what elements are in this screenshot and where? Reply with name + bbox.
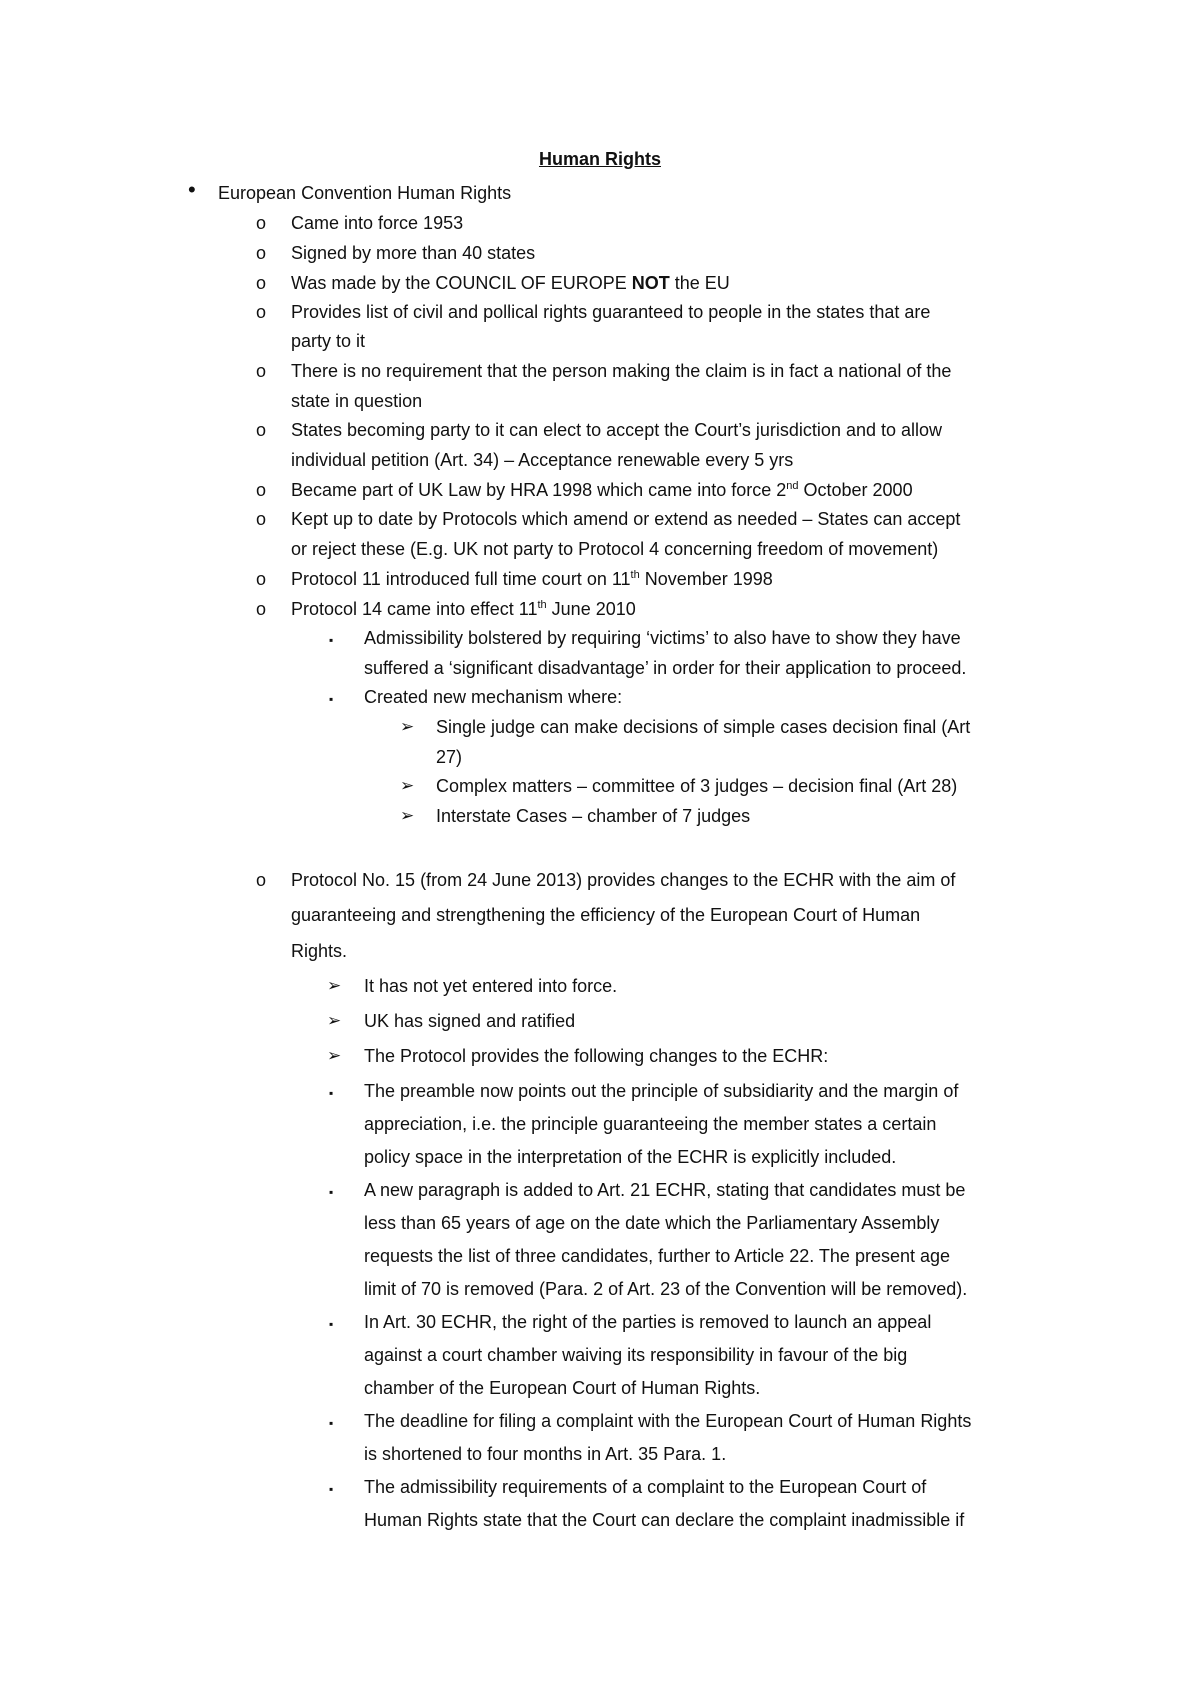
list-item-text: The deadline for filing a complaint with the European Court of Human Rights	[364, 1411, 972, 1431]
o-marker: o	[256, 243, 267, 263]
text-segment: November 1998	[639, 569, 773, 589]
list-item-text: Created new mechanism where:	[364, 687, 623, 707]
square-bullet-marker: ▪	[329, 1185, 334, 1199]
list-item-text: Provides list of civil and pollical rights guaranteed to people in the states that are	[291, 302, 931, 322]
text-segment: June 2010	[546, 599, 636, 619]
list-item-text: 27)	[436, 747, 463, 767]
list-item-text: Complex matters – committee of 3 judges – decision final (Art 28)	[436, 776, 958, 796]
list-item-text: Single judge can make decisions of simple cases decision final (Art	[436, 717, 971, 737]
list-item-text: Protocol No. 15 (from 24 June 2013) provides changes to the ECHR with the aim of	[291, 870, 956, 890]
text-segment: October 2000	[798, 480, 913, 500]
list-item-text	[291, 478, 913, 502]
list-item-text: It has not yet entered into force.	[364, 976, 618, 996]
square-bullet-marker: ▪	[329, 1317, 334, 1331]
o-marker: o	[256, 213, 267, 233]
list-item-text: guaranteeing and strengthening the efficiency of the European Court of Human	[291, 905, 921, 925]
superscript: th	[537, 599, 547, 611]
list-item-text: The Protocol provides the following changes to the ECHR:	[364, 1046, 829, 1066]
list-item-text: The admissibility requirements of a complaint to the European Court of	[364, 1477, 927, 1497]
list-item-text: party to it	[291, 331, 366, 351]
text-segment: Was made by the COUNCIL OF EUROPE	[291, 273, 632, 293]
list-item-text: requests the list of three candidates, further to Article 22. The present age	[364, 1246, 951, 1266]
list-item-text: individual petition (Art. 34) – Acceptance renewable every 5 yrs	[291, 450, 794, 470]
o-marker: o	[256, 361, 267, 381]
o-marker: o	[256, 273, 267, 293]
list-item-text: UK has signed and ratified	[364, 1011, 576, 1031]
o-marker: o	[256, 509, 267, 529]
page-title: Human Rights	[538, 149, 661, 169]
list-item-text: against a court chamber waiving its responsibility in favour of the big	[364, 1345, 908, 1365]
bullet-marker: •	[188, 177, 196, 202]
list-item-text: Came into force 1953	[291, 213, 464, 233]
arrow-bullet-icon: ➢	[327, 1011, 342, 1030]
list-item-text: States becoming party to it can elect to accept the Court’s jurisdiction and to allow	[291, 420, 943, 440]
list-item-text: A new paragraph is added to Art. 21 ECHR, stating that candidates must be	[364, 1180, 966, 1200]
o-marker: o	[256, 870, 267, 890]
list-item-text: Kept up to date by Protocols which amend or extend as needed – States can accept	[291, 509, 961, 529]
o-marker: o	[256, 569, 267, 589]
list-item-text: is shortened to four months in Art. 35 Para. 1.	[364, 1444, 727, 1464]
list-item-text: European Convention Human Rights	[218, 183, 512, 203]
list-item-text: policy space in the interpretation of the ECHR is explicitly included.	[364, 1147, 897, 1167]
list-item-text: Rights.	[291, 941, 348, 961]
list-item-text: The preamble now points out the principle of subsidiarity and the margin of	[364, 1081, 959, 1101]
list-item-text	[291, 567, 773, 591]
list-item-text: state in question	[291, 391, 423, 411]
arrow-bullet-icon: ➢	[400, 776, 415, 795]
list-item-text: less than 65 years of age on the date which the Parliamentary Assembly	[364, 1213, 940, 1233]
square-bullet-marker: ▪	[329, 633, 334, 647]
text-segment: Became part of UK Law by HRA 1998 which came into force 2	[291, 480, 787, 500]
list-item-text	[291, 271, 730, 295]
list-item-text: limit of 70 is removed (Para. 2 of Art. 23 of the Convention will be removed).	[364, 1279, 968, 1299]
superscript: th	[630, 569, 640, 581]
superscript: nd	[786, 480, 799, 492]
emphasis-text: NOT	[631, 273, 670, 293]
list-item-text: Signed by more than 40 states	[291, 243, 536, 263]
list-item-text: or reject these (E.g. UK not party to Protocol 4 concerning freedom of movement)	[291, 539, 939, 559]
o-marker: o	[256, 302, 267, 322]
arrow-bullet-icon: ➢	[327, 976, 342, 995]
list-item-text: chamber of the European Court of Human Rights.	[364, 1378, 761, 1398]
arrow-bullet-icon: ➢	[327, 1046, 342, 1065]
square-bullet-marker: ▪	[329, 692, 334, 706]
list-item-text: appreciation, i.e. the principle guaranteeing the member states a certain	[364, 1114, 937, 1134]
square-bullet-marker: ▪	[329, 1482, 334, 1496]
list-item-text: In Art. 30 ECHR, the right of the parties is removed to launch an appeal	[364, 1312, 932, 1332]
list-item-text: Interstate Cases – chamber of 7 judges	[436, 806, 751, 826]
o-marker: o	[256, 480, 267, 500]
arrow-bullet-icon: ➢	[400, 806, 415, 825]
list-item-text	[291, 597, 636, 621]
square-bullet-marker: ▪	[329, 1416, 334, 1430]
square-bullet-marker: ▪	[329, 1086, 334, 1100]
o-marker: o	[256, 599, 267, 619]
text-segment: the EU	[669, 273, 730, 293]
list-item-text: There is no requirement that the person making the claim is in fact a national of the	[291, 361, 952, 381]
text-segment: Protocol 11 introduced full time court on 11	[291, 569, 631, 589]
o-marker: o	[256, 420, 267, 440]
list-item-text: suffered a ‘significant disadvantage’ in order for their application to proceed.	[364, 658, 967, 678]
list-item-text: Admissibility bolstered by requiring ‘victims’ to also have to show they have	[364, 628, 961, 648]
arrow-bullet-icon: ➢	[400, 717, 415, 736]
list-item-text: Human Rights state that the Court can declare the complaint inadmissible if	[364, 1510, 965, 1530]
text-segment: Protocol 14 came into effect 11	[291, 599, 538, 619]
